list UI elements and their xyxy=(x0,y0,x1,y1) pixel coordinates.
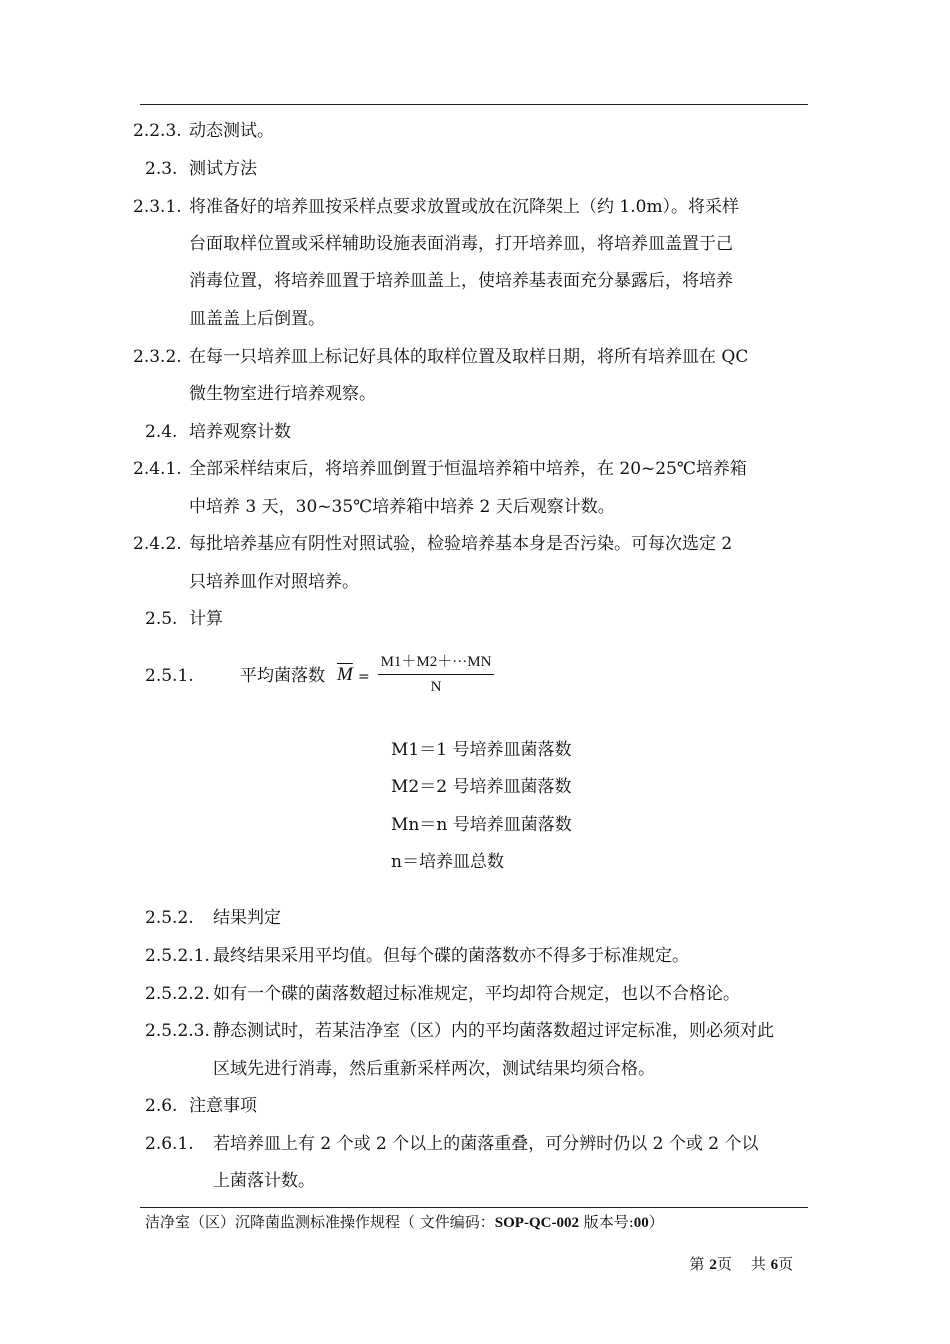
section-2-3-1: 2.3.1. 将准备好的培养皿按采样点要求放置或放在沉降架上（约 1.0m）。将采样 xyxy=(133,197,740,217)
footer-rule xyxy=(140,1207,808,1208)
current-page: 2 xyxy=(709,1257,717,1273)
definition-m1: M1＝1 号培养皿菌落数 xyxy=(391,740,572,760)
mean-symbol: $\overline{M}$ xyxy=(337,664,353,685)
section-2-3-1-line-4: 皿盖盖上后倒置。 xyxy=(189,309,325,329)
section-2-3-1-line-3: 消毒位置，将培养皿置于培养皿盖上，使培养基表面充分暴露后，将培养 xyxy=(189,271,733,291)
header-rule xyxy=(140,104,808,105)
formula-label: 平均菌落数 xyxy=(240,666,325,686)
section-2-5-2-heading: 2.5.2. 结果判定 xyxy=(145,908,281,928)
fraction-bar xyxy=(378,674,494,675)
section-2-6-1-line-2: 上菌落计数。 xyxy=(213,1171,315,1191)
definition-n: n＝培养皿总数 xyxy=(391,852,504,872)
total-pages: 6 xyxy=(770,1257,779,1273)
section-2-2-3: 2.2.3. 动态测试。 xyxy=(133,121,274,141)
version-number: 00 xyxy=(633,1215,649,1231)
section-2-5-1-number: 2.5.1. xyxy=(145,666,194,686)
section-2-4-2: 2.4.2. 每批培养基应有阴性对照试验，检验培养基本身是否污染。可每次选定 2 xyxy=(133,534,733,554)
footer-title: 洁净室（区）沉降菌监测标准操作规程（ 文件编码：SOP-QC-002 版本号:00） xyxy=(145,1213,664,1231)
section-2-6-heading: 2.6. 注意事项 xyxy=(145,1096,257,1116)
section-2-5-2-3: 2.5.2.3. 静态测试时，若某洁净室（区）内的平均菌落数超过评定标准，则必须对此 xyxy=(145,1021,774,1041)
section-2-4-heading: 2.4. 培养观察计数 xyxy=(145,422,291,442)
section-2-5-heading: 2.5. 计算 xyxy=(145,609,223,629)
document-code: SOP-QC-002 xyxy=(494,1215,579,1231)
section-2-3-2: 2.3.2. 在每一只培养皿上标记好具体的取样位置及取样日期，将所有培养皿在 QC xyxy=(133,347,749,367)
section-2-4-1: 2.4.1. 全部采样结束后，将培养皿倒置于恒温培养箱中培养，在 20~25℃培养箱 xyxy=(133,459,747,479)
section-2-3-heading: 2.3. 测试方法 xyxy=(145,159,257,179)
section-2-5-2-3-line-2: 区域先进行消毒，然后重新采样两次，测试结果均须合格。 xyxy=(213,1059,655,1079)
section-2-6-1: 2.6.1. 若培养皿上有 2 个或 2 个以上的菌落重叠，可分辨时仍以 2 个或 2 个以 xyxy=(145,1134,759,1154)
section-2-3-2-line-2: 微生物室进行培养观察。 xyxy=(189,384,376,404)
section-2-5-2-1: 2.5.2.1. 最终结果采用平均值。但每个碟的菌落数亦不得多于标准规定。 xyxy=(145,946,689,966)
section-2-3-1-line-2: 台面取样位置或采样辅助设施表面消毒，打开培养皿，将培养皿盖置于己 xyxy=(189,234,733,254)
section-2-4-1-line-2: 中培养 3 天，30~35℃培养箱中培养 2 天后观察计数。 xyxy=(189,497,615,517)
formula-numerator: M1＋M2＋···MN xyxy=(380,654,492,670)
formula-fraction xyxy=(378,652,494,697)
page-indicator: 第 2页 共 6页 xyxy=(689,1255,794,1273)
definition-mn: Mn＝n 号培养皿菌落数 xyxy=(391,815,572,835)
section-2-4-2-line-2: 只培养皿作对照培养。 xyxy=(189,572,359,592)
formula-denominator: N xyxy=(430,679,442,695)
definition-m2: M2＝2 号培养皿菌落数 xyxy=(391,777,572,797)
section-2-5-2-2: 2.5.2.2. 如有一个碟的菌落数超过标准规定，平均却符合规定，也以不合格论。 xyxy=(145,984,740,1004)
formula-equals: = xyxy=(358,669,370,685)
